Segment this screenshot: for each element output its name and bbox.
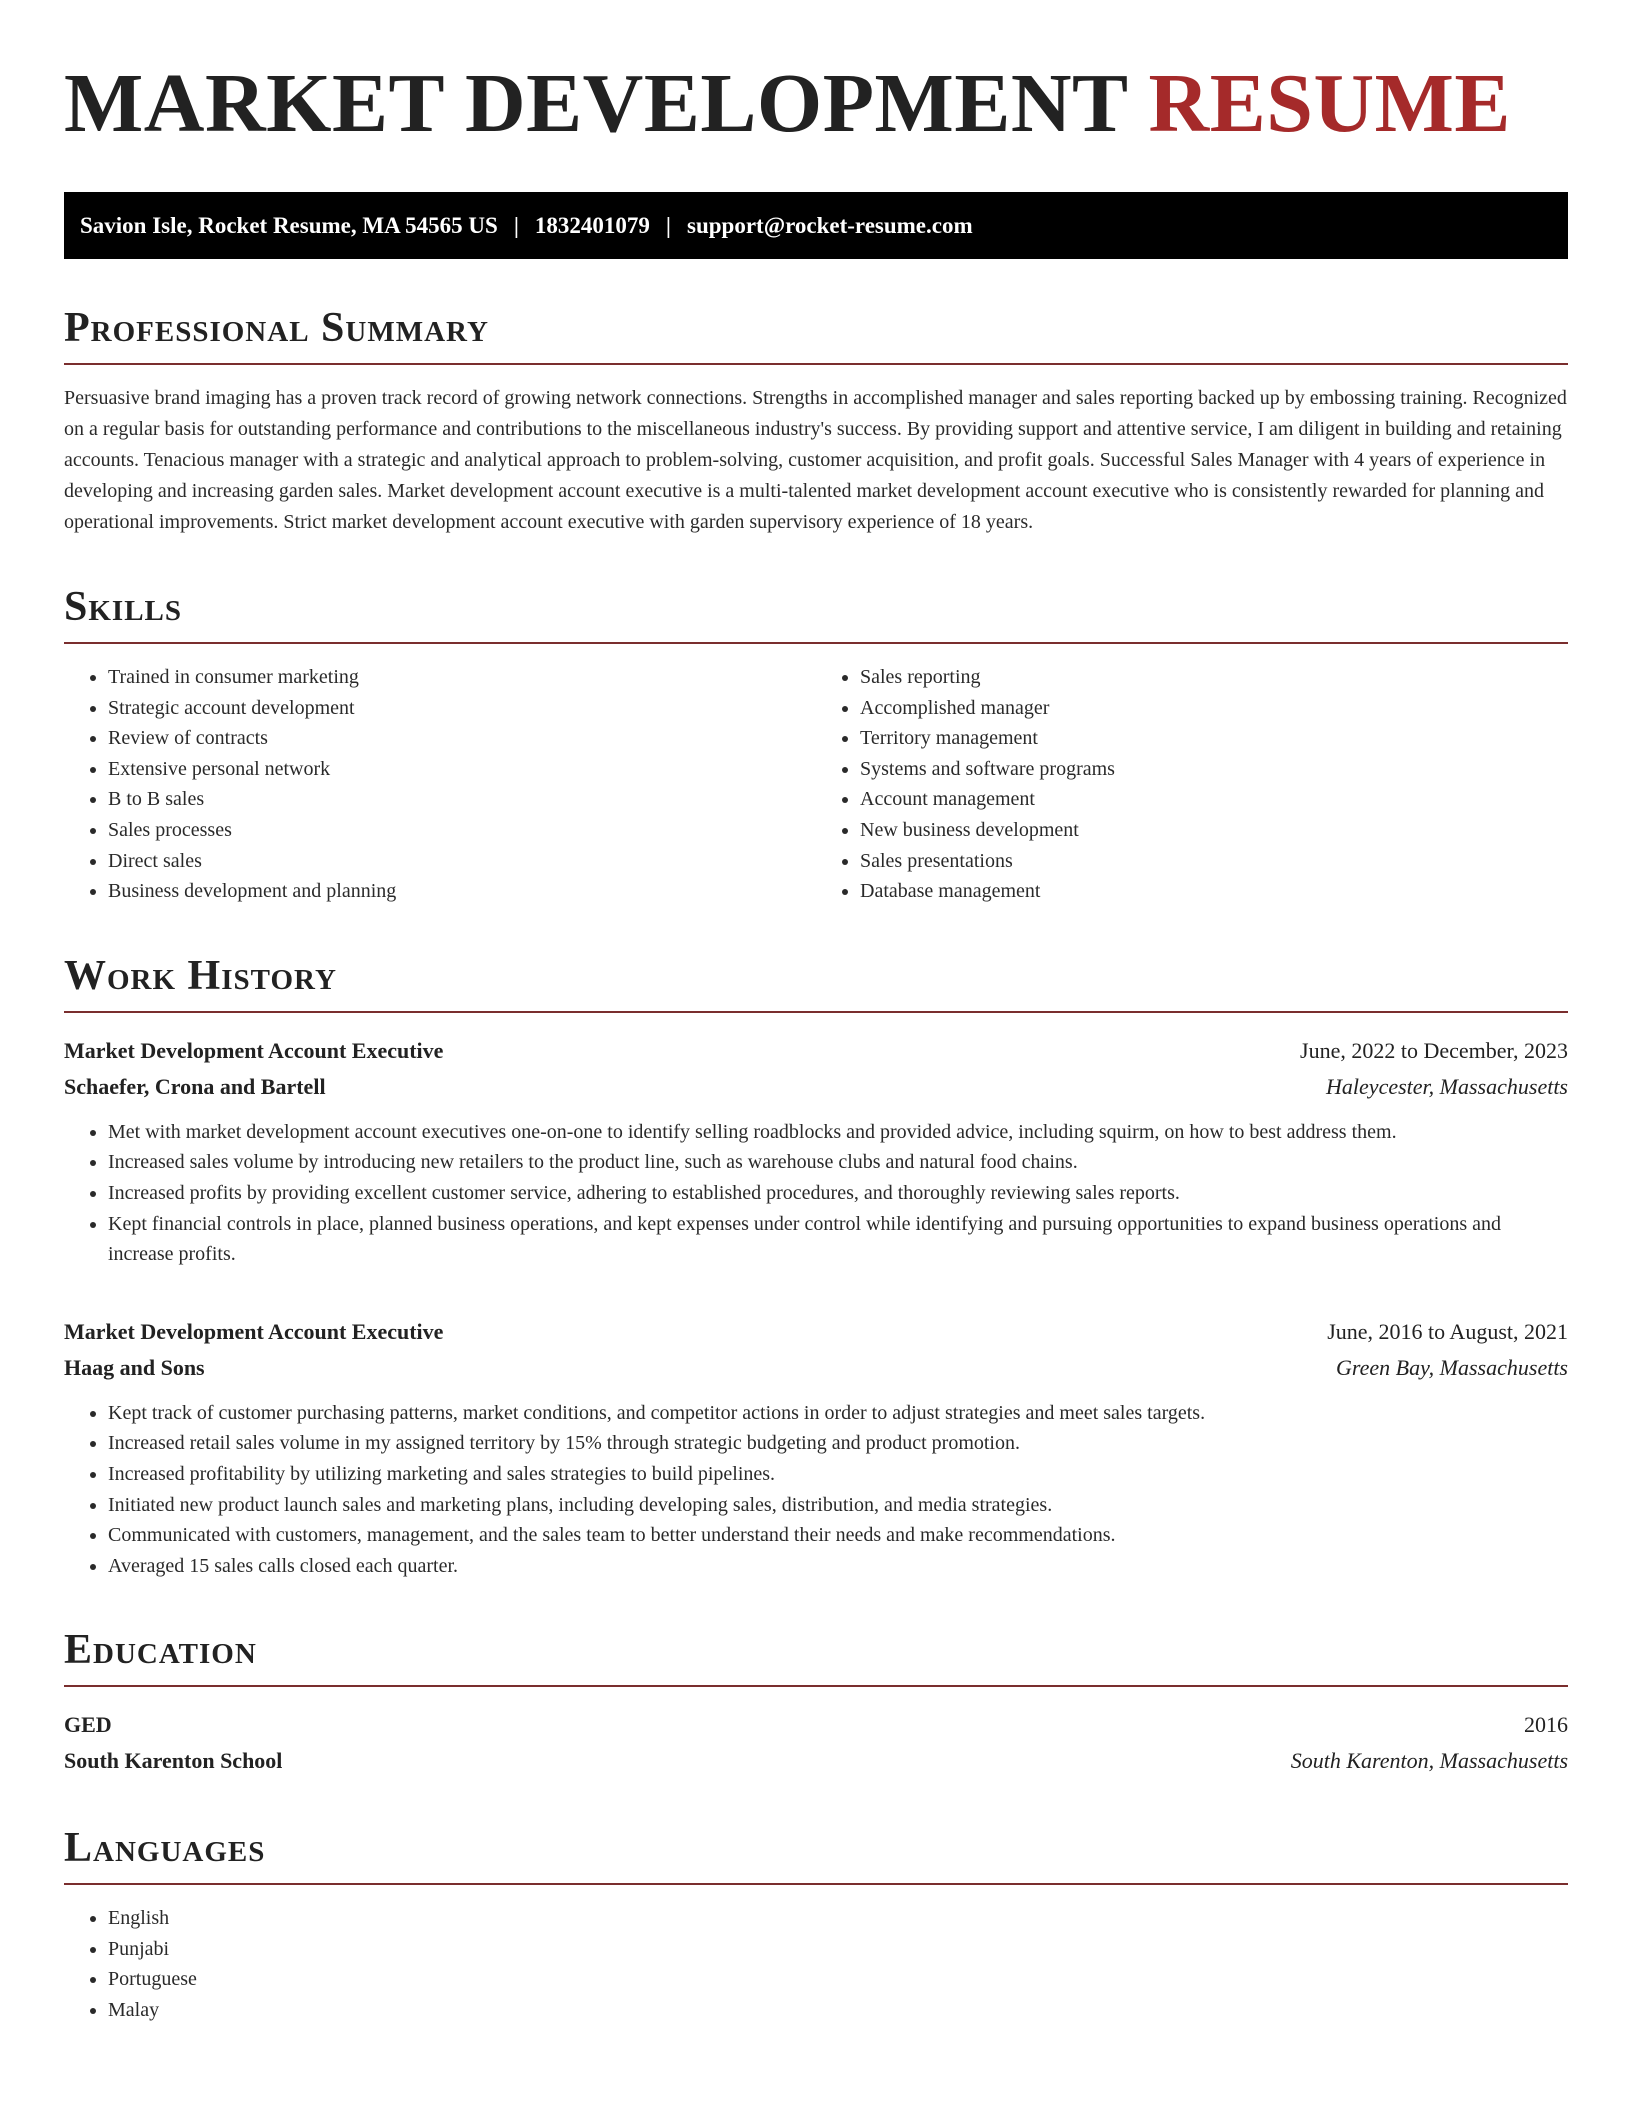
work-history-heading: Work History bbox=[64, 953, 1568, 1013]
job-header-row bbox=[64, 1314, 1568, 1350]
summary-text: Persuasive brand imaging has a proven track record of growing network connections. Strengths in accomplished manager and sales reporting backed up by embossing training. Recognized on a regular basis for outstanding performance and contributions to the miscellaneous industry's success. By providing support and attentive service, I am diligent in building and retaining accounts. Tenacious manager with a strategic and analytical approach to problem-solving, customer acquisition, and profit goals. Successful Sales Manager with 4 years of experience in developing and increasing garden sales. Market development account executive is a multi-talented market development account executive who is consistently rewarded for planning and operational improvements. Strict market development account executive with garden supervisory experience of 18 years. bbox=[64, 387, 1567, 533]
education-school: South Karenton School bbox=[64, 1748, 283, 1774]
skill-item: • Sales reporting bbox=[860, 662, 1568, 693]
skill-item: • Territory management bbox=[860, 723, 1568, 754]
job-dates: June, 2016 to August, 2021 bbox=[1327, 1318, 1568, 1344]
skills-section bbox=[64, 584, 1568, 907]
contact-phone: 1832401079 bbox=[534, 212, 650, 238]
skill-item: • B to B sales bbox=[108, 784, 816, 815]
language-item: • Punjabi bbox=[108, 1934, 1568, 1965]
skills-grid bbox=[64, 662, 1568, 907]
job-bullet: • Increased profitability by utilizing marketing and sales strategies to build pipelines. bbox=[108, 1459, 1568, 1490]
education-heading: Education bbox=[64, 1627, 1568, 1687]
languages-list bbox=[64, 1903, 1568, 2025]
education-section bbox=[64, 1627, 1568, 1779]
skill-item: • Database management bbox=[860, 876, 1568, 907]
job-bullet: • Initiated new product launch sales and marketing plans, including developing sales, distribution, and media strategies. bbox=[108, 1490, 1568, 1521]
job-role: Market Development Account Executive bbox=[64, 1037, 444, 1063]
education-school-row bbox=[64, 1743, 1568, 1779]
education-degree: GED bbox=[64, 1712, 112, 1738]
education-year: 2016 bbox=[1524, 1712, 1568, 1738]
education-degree-row bbox=[64, 1707, 1568, 1743]
skill-item: • Direct sales bbox=[108, 846, 816, 877]
language-item: • Portuguese bbox=[108, 1964, 1568, 1995]
job-company-row bbox=[64, 1350, 1568, 1386]
job-bullets bbox=[64, 1398, 1568, 1582]
skill-item: • Accomplished manager bbox=[860, 693, 1568, 724]
skills-list-right bbox=[816, 662, 1568, 907]
skill-item: • Account management bbox=[860, 784, 1568, 815]
contact-address: Savion Isle, Rocket Resume, MA 54565 US bbox=[80, 212, 498, 238]
job-entry bbox=[64, 1314, 1568, 1582]
job-bullet: • Increased profits by providing excellent customer service, adhering to established procedures, and thoroughly reviewing sales reports. bbox=[108, 1178, 1568, 1209]
work-history-section bbox=[64, 953, 1568, 1582]
resume-title bbox=[64, 58, 1568, 150]
job-company: Schaefer, Crona and Bartell bbox=[64, 1073, 326, 1099]
contact-separator: | bbox=[665, 212, 671, 238]
job-company: Haag and Sons bbox=[64, 1354, 205, 1380]
job-dates: June, 2022 to December, 2023 bbox=[1300, 1037, 1568, 1063]
skill-item: • Business development and planning bbox=[108, 876, 816, 907]
skill-item: • Systems and software programs bbox=[860, 754, 1568, 785]
job-header-row bbox=[64, 1033, 1568, 1069]
job-bullet: • Increased retail sales volume in my assigned territory by 15% through strategic budgeting and product promotion. bbox=[108, 1428, 1568, 1459]
job-bullet: • Averaged 15 sales calls closed each quarter. bbox=[108, 1551, 1568, 1582]
languages-section bbox=[64, 1825, 1568, 2025]
skill-item: • Trained in consumer marketing bbox=[108, 662, 816, 693]
contact-bar bbox=[64, 192, 1568, 259]
skill-item: • Extensive personal network bbox=[108, 754, 816, 785]
skill-item: • Sales presentations bbox=[860, 846, 1568, 877]
job-entry bbox=[64, 1033, 1568, 1270]
skill-item: • Sales processes bbox=[108, 815, 816, 846]
skill-item: • New business development bbox=[860, 815, 1568, 846]
job-location: Green Bay, Massachusetts bbox=[1336, 1354, 1568, 1380]
language-item: • English bbox=[108, 1903, 1568, 1934]
skill-item: • Review of contracts bbox=[108, 723, 816, 754]
job-company-row bbox=[64, 1069, 1568, 1105]
job-bullet: • Kept financial controls in place, planned business operations, and kept expenses under control while identifying and pursuing opportunities to expand business operations and increase profits. bbox=[108, 1209, 1568, 1270]
contact-separator: | bbox=[513, 212, 519, 238]
languages-heading: Languages bbox=[64, 1825, 1568, 1885]
summary-section bbox=[64, 305, 1568, 538]
language-item: • Malay bbox=[108, 1995, 1568, 2026]
job-bullets bbox=[64, 1117, 1568, 1270]
title-accent: RESUME bbox=[1148, 57, 1511, 150]
education-location: South Karenton, Massachusetts bbox=[1290, 1748, 1568, 1774]
job-bullet: • Communicated with customers, management, and the sales team to better understand their needs and make recommendations. bbox=[108, 1520, 1568, 1551]
education-entry bbox=[64, 1707, 1568, 1779]
job-bullet: • Kept track of customer purchasing patterns, market conditions, and competitor actions in order to adjust strategies and meet sales targets. bbox=[108, 1398, 1568, 1429]
job-bullet: • Increased sales volume by introducing new retailers to the product line, such as warehouse clubs and natural food chains. bbox=[108, 1147, 1568, 1178]
job-role: Market Development Account Executive bbox=[64, 1318, 444, 1344]
summary-heading: Professional Summary bbox=[64, 305, 1568, 365]
title-main: MARKET DEVELOPMENT bbox=[64, 57, 1128, 150]
skills-list-left bbox=[64, 662, 816, 907]
skills-heading: Skills bbox=[64, 584, 1568, 644]
job-bullet: • Met with market development account executives one-on-one to identify selling roadblocks and provided advice, including squirm, on how to best address them. bbox=[108, 1117, 1568, 1148]
job-location: Haleycester, Massachusetts bbox=[1326, 1073, 1568, 1099]
contact-email: support@rocket-resume.com bbox=[687, 212, 973, 238]
skill-item: • Strategic account development bbox=[108, 693, 816, 724]
